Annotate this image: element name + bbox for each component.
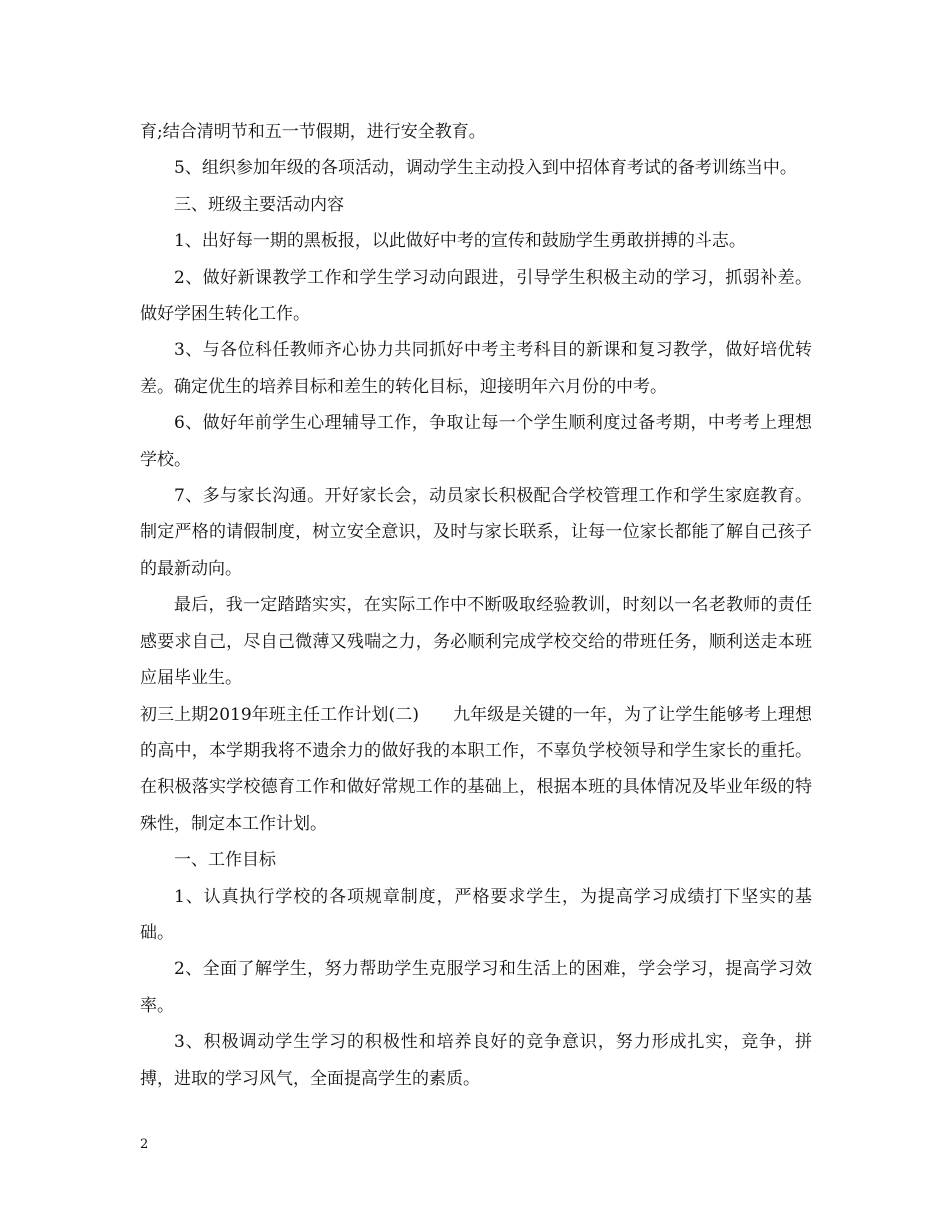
- page-number: 2: [140, 1137, 149, 1152]
- paragraph-2: 5、组织参加年级的各项活动，调动学生主动投入到中招体育考试的备考训练当中。: [174, 158, 797, 179]
- goal-paragraph-1: 1、认真执行学校的各项规章制度，严格要求学生，为提高学习成绩打下坚实的基础。: [140, 886, 812, 943]
- paragraph-4: 1、出好每一期的黑板报，以此做好中考的宣传和鼓励学生勇敢拼搏的斗志。: [174, 231, 746, 252]
- section-heading-activities: 三、班级主要活动内容: [174, 194, 344, 215]
- goal-paragraph-3: 3、积极调动学生学习的积极性和培养良好的竞争意识，努力形成扎实，竞争，拼搏，进取的学习风气，全面提高学生的素质。: [140, 1032, 812, 1089]
- paragraph-8: 7、多与家长沟通。开好家长会，动员家长积极配合学校管理工作和学生家庭教育。制定严格的请假制度，树立安全意识，及时与家长联系，让每一位家长都能了解自己孩子的最新动向。: [140, 486, 812, 579]
- section-two-paragraph: [140, 697, 812, 843]
- section-two-intro: 九年级是关键的一年，为了让学生能够考上理想的高中，本学期我将不遗余力的做好我的本职工作，不辜负学校领导和学生家长的重托。在积极落实学校德育工作和做好常规工作的基础上，根据本班的具体情况及毕业年级的特殊性，制定本工作计划。: [140, 704, 813, 834]
- section-heading-goals: 一、工作目标: [174, 850, 276, 871]
- paragraph-6: 3、与各位科任教师齐心协力共同抓好中考主考科目的新课和复习教学，做好培优转差。确定优生的培养目标和差生的转化目标，迎接明年六月份的中考。: [140, 340, 812, 397]
- paragraph-1: 育;结合清明节和五一节假期，进行安全教育。: [140, 122, 486, 142]
- goal-paragraph-2: 2、全面了解学生，努力帮助学生克服学习和生活上的困难，学会学习，提高学习效率。: [140, 959, 812, 1016]
- paragraph-7: 6、做好年前学生心理辅导工作，争取让每一个学生顺利度过备考期，中考考上理想学校。: [140, 413, 812, 470]
- section-two-heading: 初三上期2019年班主任工作计划(二): [140, 704, 419, 725]
- document-body: [140, 114, 812, 1097]
- paragraph-9: 最后，我一定踏踏实实，在实际工作中不断吸取经验教训，时刻以一名老教师的责任感要求自己，尽自己微薄又残喘之力，务必顺利完成学校交给的带班任务，顺利送走本班应届毕业生。: [140, 595, 812, 689]
- paragraph-5: 2、做好新课教学工作和学生学习动向跟进，引导学生积极主动的学习，抓弱补差。做好学困生转化工作。: [140, 267, 812, 325]
